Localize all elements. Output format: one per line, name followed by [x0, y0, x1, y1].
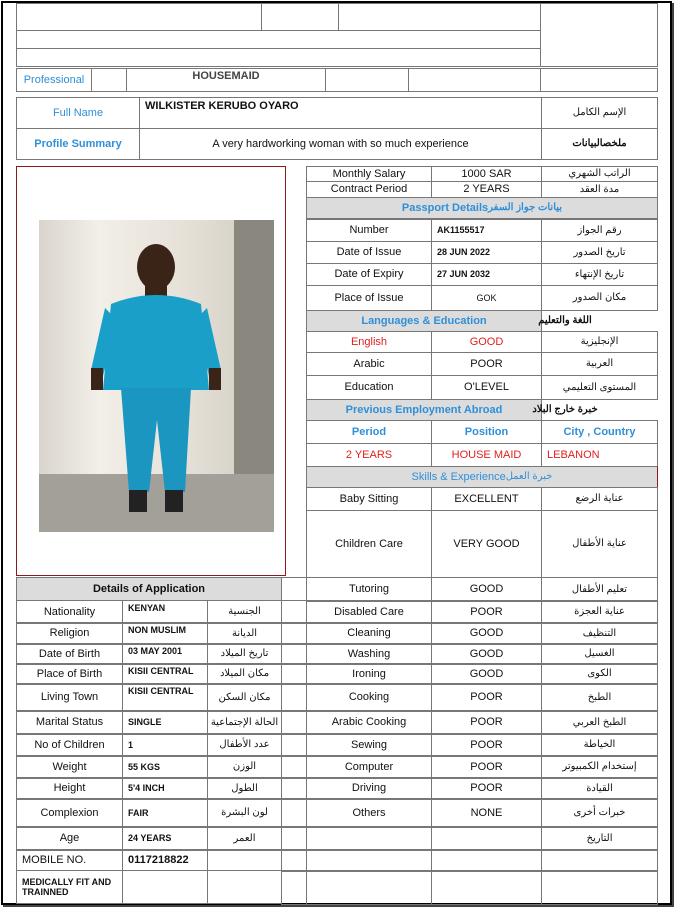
app-ar-2: تاريخ الميلاد	[207, 643, 282, 665]
profile-summary-label: Profile Summary	[16, 128, 140, 160]
issue-date-label: Date of Issue	[306, 241, 432, 264]
skill-baby-sitting-label: Baby Sitting	[306, 487, 432, 511]
skill-ar-9: الخياطة	[541, 733, 658, 757]
app-ar-9: لون البشرة	[207, 798, 282, 828]
place-of-issue-label: Place of Issue	[306, 285, 432, 311]
skill-label-4: Cleaning	[306, 622, 432, 645]
skill-ar-6: الكوى	[541, 663, 658, 685]
top-cell-3	[338, 3, 541, 31]
employment-header-ar: خبرة خارج البلاد	[532, 404, 598, 416]
footer-cell-1-0	[306, 849, 432, 872]
monthly-salary-value: 1000 SAR	[431, 166, 542, 182]
medical-cell-3	[207, 870, 282, 904]
skill-label-2: Tutoring	[306, 577, 432, 602]
country-value: LEBANON	[541, 443, 658, 467]
footer-cell-2-1	[431, 870, 542, 905]
passport-number-label: Number	[306, 219, 432, 242]
skill-value-12: NONE	[431, 798, 542, 828]
footer-cell-2-2	[541, 870, 658, 905]
passport-number-ar: رقم الجواز	[541, 219, 658, 242]
app-value-4: KISII CENTRAL	[122, 683, 208, 712]
professional-label: Professional	[16, 68, 92, 92]
skill-value-4: GOOD	[431, 622, 542, 645]
mobile-value: 0117218822	[122, 849, 208, 871]
skill-ar-5: الغسيل	[541, 643, 658, 665]
period-value: 2 YEARS	[306, 443, 432, 467]
skills-title: Skills & Experience	[411, 470, 506, 483]
skill-children-care-label: Children Care	[306, 510, 432, 578]
app-value-2: 03 MAY 2001	[122, 643, 208, 665]
app-spacer-6	[281, 733, 307, 757]
app-ar-0: الجنسية	[207, 600, 282, 624]
app-label-9: Complexion	[16, 798, 123, 828]
country-header: City , Country	[541, 420, 658, 444]
app-value-0: KENYAN	[122, 600, 208, 624]
app-spacer-9	[281, 798, 307, 828]
education-ar: المستوى التعليمي	[541, 375, 658, 400]
top-cell-5	[16, 30, 541, 49]
skill-value-7: POOR	[431, 683, 542, 712]
skill-value-10: POOR	[431, 755, 542, 779]
skills-header	[306, 466, 658, 488]
skill-label-10: Computer	[306, 755, 432, 779]
position-value-emp: HOUSE MAID	[431, 443, 542, 467]
place-of-issue-value: GOK	[431, 285, 542, 311]
professional-cell-2	[325, 68, 409, 92]
app-value-3: KISII CENTRAL	[122, 663, 208, 685]
medical-cell-2	[122, 870, 208, 904]
contract-period-label: Contract Period	[306, 181, 432, 198]
app-label-3: Place of Birth	[16, 663, 123, 685]
app-value-10: 24 YEARS	[122, 826, 208, 851]
passport-title-ar: بيانات جواز السفر	[488, 202, 563, 214]
application-header: Details of Application	[16, 577, 282, 601]
monthly-salary-label: Monthly Salary	[306, 166, 432, 182]
expiry-date-value: 27 JUN 2032	[431, 263, 542, 286]
issue-date-ar: تاريخ الصدور	[541, 241, 658, 264]
app-spacer-1	[281, 622, 307, 645]
footer-spacer-0	[281, 826, 307, 851]
candidate-photo	[39, 220, 274, 532]
app-label-0: Nationality	[16, 600, 123, 624]
footer-cell-0-2: التاريخ	[541, 826, 658, 851]
skill-value-11: POOR	[431, 777, 542, 800]
footer-cell-0-1	[431, 826, 542, 851]
app-spacer-0	[281, 600, 307, 624]
skill-value-3: POOR	[431, 600, 542, 624]
app-spacer-5	[281, 710, 307, 735]
issue-date-value: 28 JUN 2022	[431, 241, 542, 264]
full-name-label: Full Name	[16, 97, 140, 129]
passport-number-value: AK1155517	[431, 219, 542, 242]
employment-header: Previous Employment Abroad	[306, 399, 542, 421]
contract-period-ar: مدة العقد	[541, 181, 658, 198]
position-header: Position	[431, 420, 542, 444]
skill-label-11: Driving	[306, 777, 432, 800]
professional-cell	[91, 68, 127, 92]
education-value: O'LEVEL	[431, 375, 542, 400]
top-cell-1	[16, 3, 262, 31]
skill-value-6: GOOD	[431, 663, 542, 685]
app-label-2: Date of Birth	[16, 643, 123, 665]
app-ar-5: الحالة الإجتماعية	[207, 710, 282, 735]
expiry-date-label: Date of Expiry	[306, 263, 432, 286]
app-spacer-7	[281, 755, 307, 779]
languages-header-ar: اللغة والتعليم	[538, 315, 592, 327]
skill-value-2: GOOD	[431, 577, 542, 602]
footer-cell-1-1	[431, 849, 542, 872]
app-value-9: FAIR	[122, 798, 208, 828]
skill-label-3: Disabled Care	[306, 600, 432, 624]
skill-ar-7: الطبخ	[541, 683, 658, 712]
english-label-text: English	[350, 335, 388, 348]
app-spacer-8	[281, 777, 307, 800]
skill-children-care-ar: عناية الأطفال	[541, 510, 658, 578]
app-value-8: 5'4 INCH	[122, 777, 208, 800]
app-label-5: Marital Status	[16, 710, 123, 735]
app-ar-1: الديانة	[207, 622, 282, 645]
english-value: GOOD	[431, 331, 542, 353]
top-cell-4	[540, 3, 658, 67]
app-ar-10: العمر	[207, 826, 282, 851]
mobile-label: MOBILE NO.	[16, 849, 123, 871]
medical-status: MEDICALLY FIT AND TRAINNED	[16, 870, 123, 904]
app-value-5: SINGLE	[122, 710, 208, 735]
footer-spacer-2	[281, 870, 307, 905]
contract-period-value: 2 YEARS	[431, 181, 542, 198]
english-ar: الإنجليزية	[541, 331, 658, 353]
app-label-10: Age	[16, 826, 123, 851]
app-value-7: 55 KGS	[122, 755, 208, 779]
skill-label-5: Washing	[306, 643, 432, 665]
full-name-ar: الإسم الكامل	[541, 97, 658, 129]
skill-ar-11: القيادة	[541, 777, 658, 800]
english-label	[306, 331, 432, 353]
passport-header	[306, 197, 658, 219]
app-value-1: NON MUSLIM	[122, 622, 208, 645]
arabic-label: Arabic	[306, 352, 432, 376]
expiry-date-ar: تاريخ الإنتهاء	[541, 263, 658, 286]
skill-value-9: POOR	[431, 733, 542, 757]
skill-children-care-value: VERY GOOD	[431, 510, 542, 578]
profile-summary-text: A very hardworking woman with so much experience	[139, 128, 542, 160]
app-label-6: No of Children	[16, 733, 123, 757]
app-value-6: 1	[122, 733, 208, 757]
skill-label-6: Ironing	[306, 663, 432, 685]
professional-cell-3	[408, 68, 541, 92]
skill-label-7: Cooking	[306, 683, 432, 712]
profile-summary-ar: ملخصالبيانات	[541, 128, 658, 160]
app-ar-4: مكان السكن	[207, 683, 282, 712]
skill-baby-sitting-value: EXCELLENT	[431, 487, 542, 511]
skill-ar-10: إستخدام الكمبيوتر	[541, 755, 658, 779]
app-label-7: Weight	[16, 755, 123, 779]
skill-baby-sitting-ar: عناية الرضع	[541, 487, 658, 511]
arabic-value: POOR	[431, 352, 542, 376]
app-label-4: Living Town	[16, 683, 123, 712]
skill-ar-4: التنظيف	[541, 622, 658, 645]
arabic-ar: العربية	[541, 352, 658, 376]
app-spacer-2	[281, 643, 307, 665]
footer-cell-1-2	[541, 849, 658, 872]
full-name-value: WILKISTER KERUBO OYARO	[139, 97, 542, 129]
app-ar-7: الوزن	[207, 755, 282, 779]
skill-ar-12: خبرات أخرى	[541, 798, 658, 828]
app-spacer-4	[281, 683, 307, 712]
monthly-salary-ar: الراتب الشهري	[541, 166, 658, 182]
professional-cell-4	[540, 68, 658, 92]
skill-ar-2: تعليم الأطفال	[541, 577, 658, 602]
app-label-8: Height	[16, 777, 123, 800]
passport-title: Passport Details	[401, 201, 489, 214]
top-cell-2	[261, 3, 339, 31]
footer-cell-2-0	[306, 870, 432, 905]
skill-ar-3: عناية العجزة	[541, 600, 658, 624]
footer-cell-0-0	[306, 826, 432, 851]
footer-spacer-1	[281, 849, 307, 872]
skill-label-8: Arabic Cooking	[306, 710, 432, 735]
education-label: Education	[306, 375, 432, 400]
app-ar-8: الطول	[207, 777, 282, 800]
spacer-cell	[281, 577, 307, 601]
app-ar-6: عدد الأطفال	[207, 733, 282, 757]
skill-value-5: GOOD	[431, 643, 542, 665]
skill-ar-8: الطبخ العربي	[541, 710, 658, 735]
period-header: Period	[306, 420, 432, 444]
app-spacer-3	[281, 663, 307, 685]
skills-title-ar: خبرة العمل	[505, 471, 553, 483]
app-label-1: Religion	[16, 622, 123, 645]
mobile-ar-cell	[207, 849, 282, 871]
place-of-issue-ar: مكان الصدور	[541, 285, 658, 311]
app-ar-3: مكان الميلاد	[207, 663, 282, 685]
top-cell-6	[16, 48, 541, 67]
skill-value-8: POOR	[431, 710, 542, 735]
skill-label-12: Others	[306, 798, 432, 828]
position-value: HOUSEMAID	[126, 68, 326, 92]
languages-header: Languages & Education	[306, 310, 542, 332]
skill-label-9: Sewing	[306, 733, 432, 757]
